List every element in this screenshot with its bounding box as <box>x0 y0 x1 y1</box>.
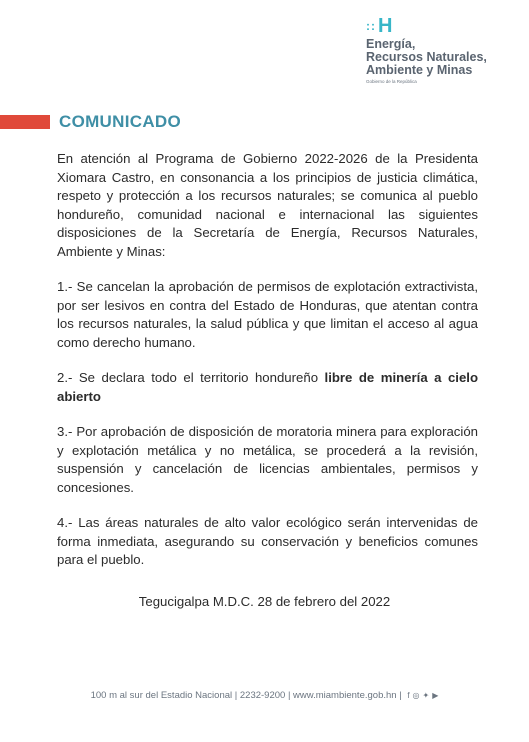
org-name-line-2: Recursos Naturales, <box>366 50 487 64</box>
facebook-icon[interactable]: f <box>407 690 410 700</box>
twitter-icon[interactable]: ✦ <box>422 690 430 700</box>
org-name-line-1: Energía, <box>366 37 416 51</box>
footer-contact: 100 m al sur del Estadio Nacional | 2232-9200 | www.miambiente.gob.hn | <box>90 690 402 701</box>
footer <box>0 690 529 701</box>
page-title: COMUNICADO <box>59 112 181 131</box>
ministry-logo <box>366 16 516 84</box>
gov-subtitle: Gobierno de la República <box>366 79 417 84</box>
point-2-text: 2.- Se declara todo el territorio hondureño <box>57 370 325 385</box>
point-2 <box>57 369 478 406</box>
point-1: 1.- Se cancelan la aprobación de permisos de explotación extractivista, por ser lesivos en contra del Estado de Honduras, que atentan contra los recursos naturales, la salud pública y que limitan el acceso al agua como derecho humano. <box>57 279 478 350</box>
communique-body <box>57 150 478 587</box>
date-line: Tegucigalpa M.D.C. 28 de febrero del 2022 <box>138 594 391 609</box>
point-2-bold: libre de minería a cielo abierto <box>57 370 479 404</box>
intro-paragraph: En atención al Programa de Gobierno 2022-2026 de la Presidenta Xiomara Castro, en consonancia a los principios de justicia climática, respeto y protección a los recursos naturales; se comunica al pueblo hondureño, comunidad nacional e internacional las siguientes disposiciones de la Secretaría de Energía, Recursos Naturales, Ambiente y Minas: <box>57 151 478 259</box>
point-3: 3.- Por aprobación de disposición de moratoria minera para exploración y explotación metálica y no metálica, se procederá a la revisión, suspensión y cancelación de licencias ambientales, permisos y concesiones. <box>57 424 478 495</box>
org-name-line-3: Ambiente y Minas <box>366 63 473 77</box>
logo-dots: :: <box>366 19 376 33</box>
youtube-icon[interactable]: ▶ <box>432 690 439 700</box>
logo-mark <box>366 16 516 36</box>
point-4: 4.- Las áreas naturales de alto valor ecológico serán intervenidas de forma inmediata, asegurando su conservación y beneficios comunes para el pueblo. <box>57 515 478 567</box>
org-name <box>366 38 516 77</box>
logo-letter: H <box>378 15 393 37</box>
instagram-icon[interactable]: ◎ <box>412 690 420 700</box>
accent-bar <box>0 115 50 129</box>
social-icons <box>407 691 438 700</box>
